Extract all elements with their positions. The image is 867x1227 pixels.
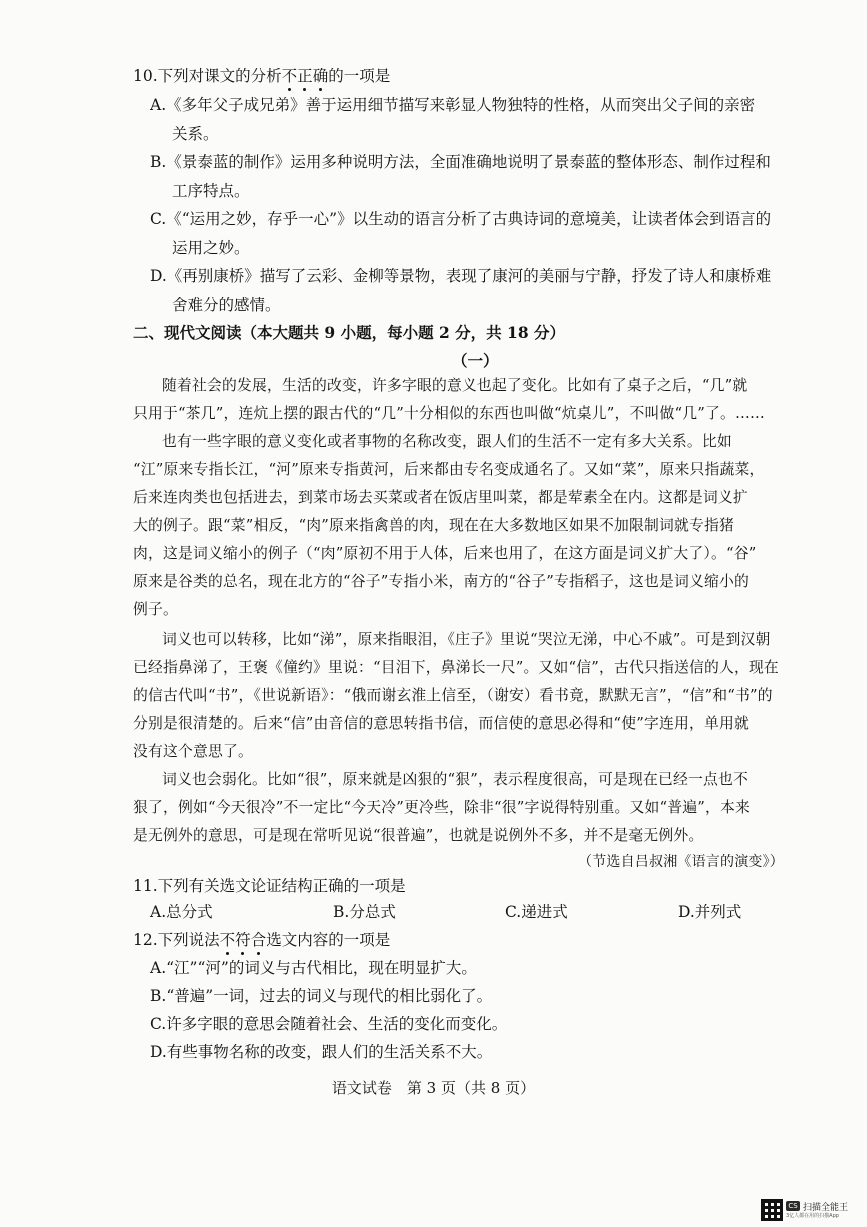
- passage-line: 原来是谷类的总名，现在北方的“谷子”专指小米，南方的“谷子”专指稻子，这也是词义缩小的: [133, 573, 749, 590]
- emphasis-char: 符: [235, 931, 251, 949]
- q10-stem-post: 的一项是: [328, 67, 391, 85]
- passage-line: 是无例外的意思，可是现在常听见说“很普遍”，也就是说例外不多，并不是毫无例外。: [133, 827, 704, 844]
- q10-option-b-line1: B.《景泰蓝的制作》运用多种说明方法，全面准确地说明了景泰蓝的整体形态、制作过程和: [150, 153, 771, 171]
- q10-option-a-line1: A.《多年父子成兄弟》善于运用细节描写来彰显人物独特的性格，从而突出父子间的亲密: [150, 96, 756, 114]
- passage-line: 分别是很清楚的。后来“信”由音信的意思转指书信，而信使的意思必得和“使”字连用，单用就: [133, 715, 749, 732]
- q10-stem-pre: 10.下列对课文的分析: [133, 67, 282, 85]
- passage-source: （节选自吕叔湘《语言的演变》）: [578, 854, 784, 870]
- q11-option-d: D.并列式: [678, 903, 742, 921]
- q11-option-b: B.分总式: [333, 903, 396, 921]
- q12-option-d: D.有些事物名称的改变，跟人们的生活关系不大。: [150, 1043, 493, 1061]
- part-heading: （一）: [452, 351, 499, 370]
- q12-stem: [133, 930, 390, 950]
- q10-option-a-line2: 关系。: [172, 125, 219, 143]
- emphasis-char: 不: [219, 931, 236, 949]
- scanner-tagline: 3亿人都在用的扫描App: [786, 1213, 839, 1219]
- passage-line: 后来连肉类也包括进去，到菜市场去买菜或者在饭店里叫菜，都是荤素全在内。这都是词义扩: [133, 489, 748, 506]
- q11-option-a: A.总分式: [150, 903, 213, 921]
- passage-line: 狠了，例如“今天很冷”不一定比“今天冷”更冷些，除非“很”字说得特别重。又如“普遍”，本来: [133, 799, 751, 816]
- q12-option-a: A.“江”“河”的词义与古代相比，现在明显扩大。: [150, 959, 477, 977]
- passage-line: 大的例子。跟“菜”相反，“肉”原来指禽兽的肉，现在在大多数地区如果不加限制词就专指猪: [133, 517, 734, 534]
- passage-line: 已经指鼻涕了，王褒《僮约》里说：“目泪下，鼻涕长一尺”。又如“信”，古代只指送信的人，现在: [133, 659, 779, 676]
- q10-stem: [133, 66, 390, 86]
- q11-option-c: C.递进式: [505, 903, 568, 921]
- passage-line: 词义也可以转移，比如“涕”，原来指眼泪，《庄子》里说“哭泣无涕，中心不戚”。可是到汉朝: [162, 631, 771, 648]
- q10-option-c-line2: 运用之妙。: [172, 239, 250, 257]
- section-heading: 二、现代文阅读（本大题共 9 小题，每小题 2 分，共 18 分）: [133, 323, 566, 342]
- q10-option-d-line2: 舍难分的感情。: [172, 296, 281, 314]
- q12-stem-pre: 12.下列说法: [133, 931, 220, 949]
- q10-option-b-line2: 工序特点。: [172, 182, 250, 200]
- passage-line: 也有一些字眼的意义变化或者事物的名称改变，跟人们的生活不一定有多大关系。比如: [162, 433, 732, 450]
- scanner-watermark: [761, 1199, 853, 1221]
- q12-option-b: B.“普遍”一词，过去的词义与现代的相比弱化了。: [150, 987, 493, 1005]
- passage-line: 例子。: [133, 601, 178, 618]
- q10-option-d-line1: D.《再别康桥》描写了云彩、金柳等景物，表现了康河的美丽与宁静，抒发了诗人和康桥难: [150, 267, 772, 285]
- scanner-app-name: 扫描全能王: [803, 1203, 849, 1213]
- camscanner-logo: CS: [786, 1201, 800, 1211]
- passage-line: 只用于“茶几”，连炕上摆的跟古代的“几”十分相似的东西也叫做“炕桌儿”，不叫做“几”了。……: [133, 405, 766, 422]
- q11-options: [0, 900, 867, 922]
- emphasis-char: 正: [297, 67, 313, 85]
- passage-line: “江”原来专指长江，“河”原来专指黄河，后来都由专名变成通名了。又如“菜”，原来只指蔬菜，: [133, 461, 765, 478]
- passage-line: 的信古代叫“书”，《世说新语》：“俄而谢玄淮上信至，（谢安）看书竟，默默无言”，“信”和“书”的: [133, 687, 773, 704]
- page-footer: 语文试卷 第 3 页（共 8 页）: [331, 1079, 536, 1097]
- q10-option-c-line1: C.《“运用之妙，存乎一心”》以生动的语言分析了古典诗词的意境美，让读者体会到语言的: [150, 210, 772, 228]
- qr-code-icon: [761, 1199, 783, 1221]
- q11-stem: 11.下列有关选文论证结构正确的一项是: [133, 877, 406, 895]
- emphasis-char: 不: [281, 67, 298, 85]
- q12-option-c: C.许多字眼的意思会随着社会、生活的变化而变化。: [150, 1015, 508, 1033]
- passage-line: 词义也会弱化。比如“很”，原来就是凶狠的“狠”，表示程度很高，可是现在已经一点也不: [162, 771, 748, 788]
- q12-stem-post: 选文内容的一项是: [266, 931, 391, 949]
- emphasis-char: 确: [312, 67, 329, 85]
- passage-line: 随着社会的发展，生活的改变，许多字眼的意义也起了变化。比如有了桌子之后，“几”就: [162, 377, 748, 394]
- emphasis-char: 合: [250, 931, 267, 949]
- passage-line: 肉，这是词义缩小的例子（“肉”原初不用于人体，后来也用了，在这方面是词义扩大了）。“谷”: [133, 545, 757, 562]
- passage-line: 没有这个意思了。: [133, 743, 253, 760]
